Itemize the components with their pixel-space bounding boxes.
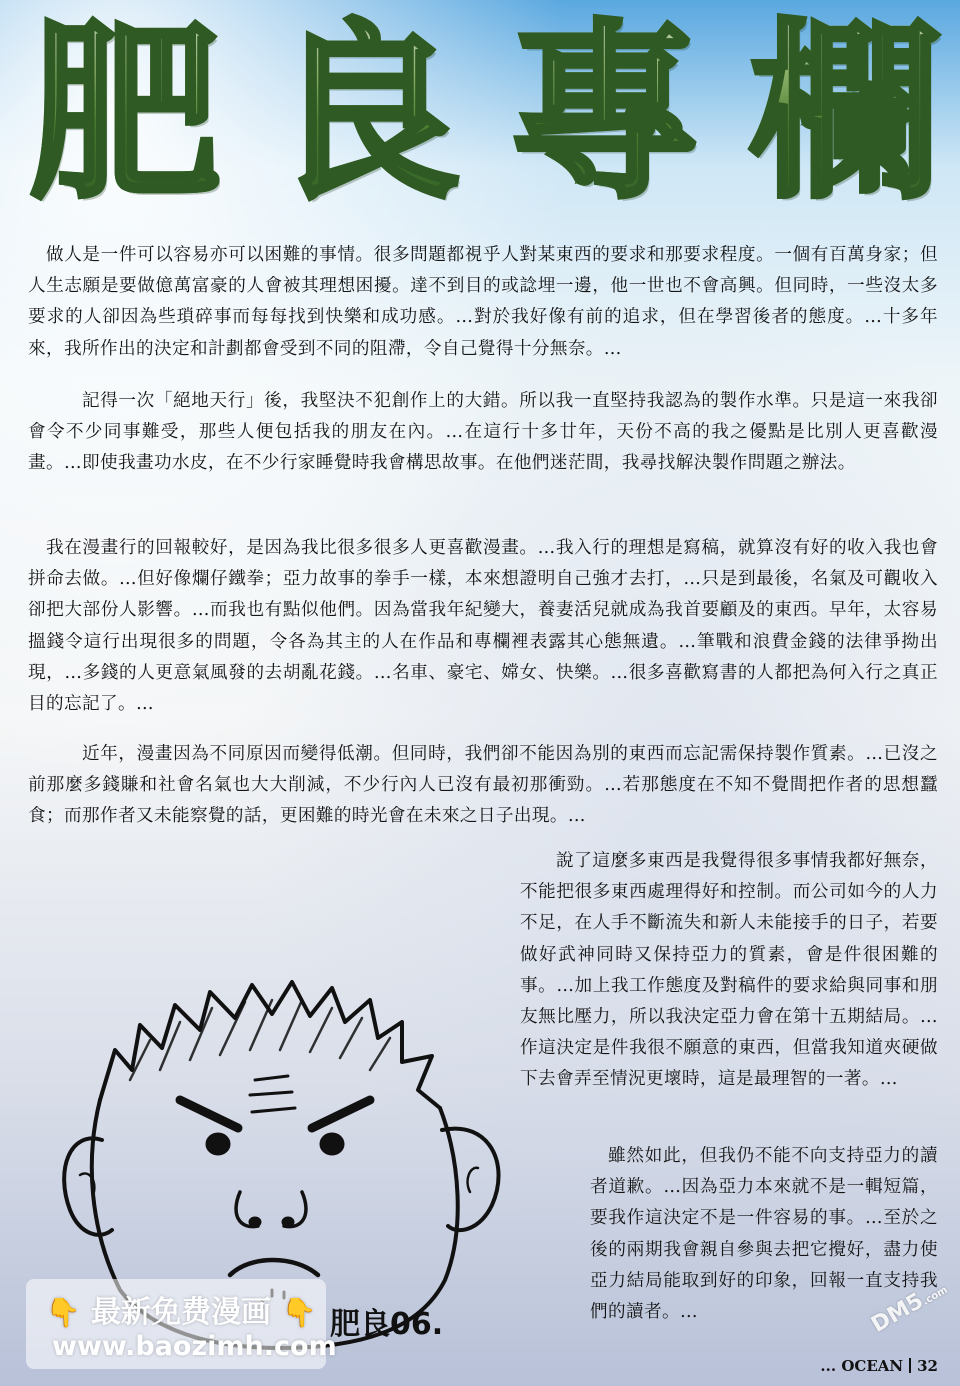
left-eyebrow — [180, 1100, 238, 1128]
forehead-lines — [250, 1076, 295, 1112]
footer-divider — [909, 1358, 911, 1373]
paragraph-5: 說了這麼多東西是我覺得很多事情我都好無奈，不能把很多東西處理得好和控制。而公司如今的人力不足，在人手不斷流失和新人未能接手的日子，若要做好武神同時又保持亞力的質素，會是件很困難的事。…加上我工作態度及對稿件的要求給與同事和朋友無比壓力，所以我決定亞力會在第十五期結局。…作這決定是件我很不願意的東西，但當我知道夾硬做下去會弄至情況更壞時，這是最理智的一著。… — [520, 851, 938, 1090]
title-char-4: 欄 — [749, 3, 940, 224]
page-footer — [820, 1357, 938, 1375]
right-eye — [320, 1133, 344, 1155]
left-eye — [206, 1133, 230, 1155]
watermark-url[interactable]: www.baozimh.com — [52, 1331, 337, 1362]
left-ear — [64, 1138, 112, 1234]
mouth — [230, 1260, 318, 1275]
page-number: 32 — [917, 1357, 938, 1375]
pointing-down-hand-icon-2: 👇 — [281, 1296, 317, 1329]
paragraph-3: 我在漫畫行的回報較好，是因為我比很多很多人更喜歡漫畫。…我入行的理想是寫稿，就算沒有好的收入我也會拼命去做。…但好像爛仔鐵拳；亞力故事的拳手一樣，本來想證明自己強才去打，…只是到最後，名氣及可觀收入卻把大部份人影響。…而我也有點似他們。因為當我年紀變大，養妻活兒就成為我首要顧及的東西。早年，太容易搵錢令這行出現很多的問題，令各為其主的人在作品和專欄裡表露其心態無遺。…筆戰和浪費金錢的法律爭拗出現，…多錢的人更意氣風發的去胡亂花錢。…名車、豪宅、嫦女、快樂。…很多喜歡寫書的人都把為何入行之真正目的忘記了。… — [28, 538, 938, 715]
page-title — [30, 3, 940, 224]
paragraph-2: 記得一次「絕地天行」後，我堅決不犯創作上的大錯。所以我一直堅持我認為的製作水準。只是這一來我卻會令不少同事難受，那些人便包括我的朋友在內。…在這行十多廿年，天份不高的我之優點是比別人更喜歡漫畫。…即使我畫功水皮，在不少行家睡覺時我會構思故事。在他們迷茫間，我尋找解決製作問題之辦法。 — [28, 391, 938, 474]
paragraph-6: 雖然如此，但我仍不能不向支持亞力的讀者道歉。…因為亞力本來就不是一輯短篇，要我作這決定不是一件容易的事。…至於之後的兩期我會親自參與去把它攪好，盡力使亞力結局能取到好的印象，回報一直支持我們的讀者。… — [590, 1146, 938, 1323]
title-char-2: 良 — [269, 3, 460, 224]
hair-outline — [100, 982, 440, 1108]
title-char-3: 專 — [509, 3, 700, 224]
nose — [236, 1192, 306, 1227]
footer-dots: ... — [820, 1357, 837, 1375]
right-eyebrow — [312, 1100, 370, 1128]
hair-scribble — [130, 1000, 390, 1080]
pointing-down-hand-icon: 👇 — [45, 1296, 81, 1329]
watermark — [26, 1279, 337, 1369]
dm5-logo: DM5.com — [867, 1284, 950, 1338]
watermark-text: 最新免费漫画 — [91, 1295, 271, 1330]
footer-brand: OCEAN — [841, 1357, 904, 1375]
paragraph-4: 近年，漫畫因為不同原因而變得低潮。但同時，我們卻不能因為別的東西而忘記需保持製作質素。…已沒之前那麼多錢賺和社會名氣也大大削減，不少行內人已沒有最初那衝勁。…若那態度在不知不覺間把作者的思想蠶食；而那作者又未能察覺的話，更困難的時光會在未來之日子出現。… — [28, 744, 938, 827]
sketch-signature: 肥良06. — [330, 1307, 444, 1342]
title-char-1: 肥 — [30, 3, 221, 224]
paragraph-1: 做人是一件可以容易亦可以困難的事情。很多問題都視乎人對某東西的要求和那要求程度。一個有百萬身家；但人生志願是要做億萬富豪的人會被其理想困擾。達不到目的或諗埋一邊，他一世也不會高興。但同時，一些沒太多要求的人卻因為些瑣碎事而每每找到快樂和成功感。…對於我好像有前的追求，但在學習後者的態度。…十多年來，我所作出的決定和計劃都會受到不同的阻滯，令自己覺得十分無奈。… — [28, 245, 938, 359]
